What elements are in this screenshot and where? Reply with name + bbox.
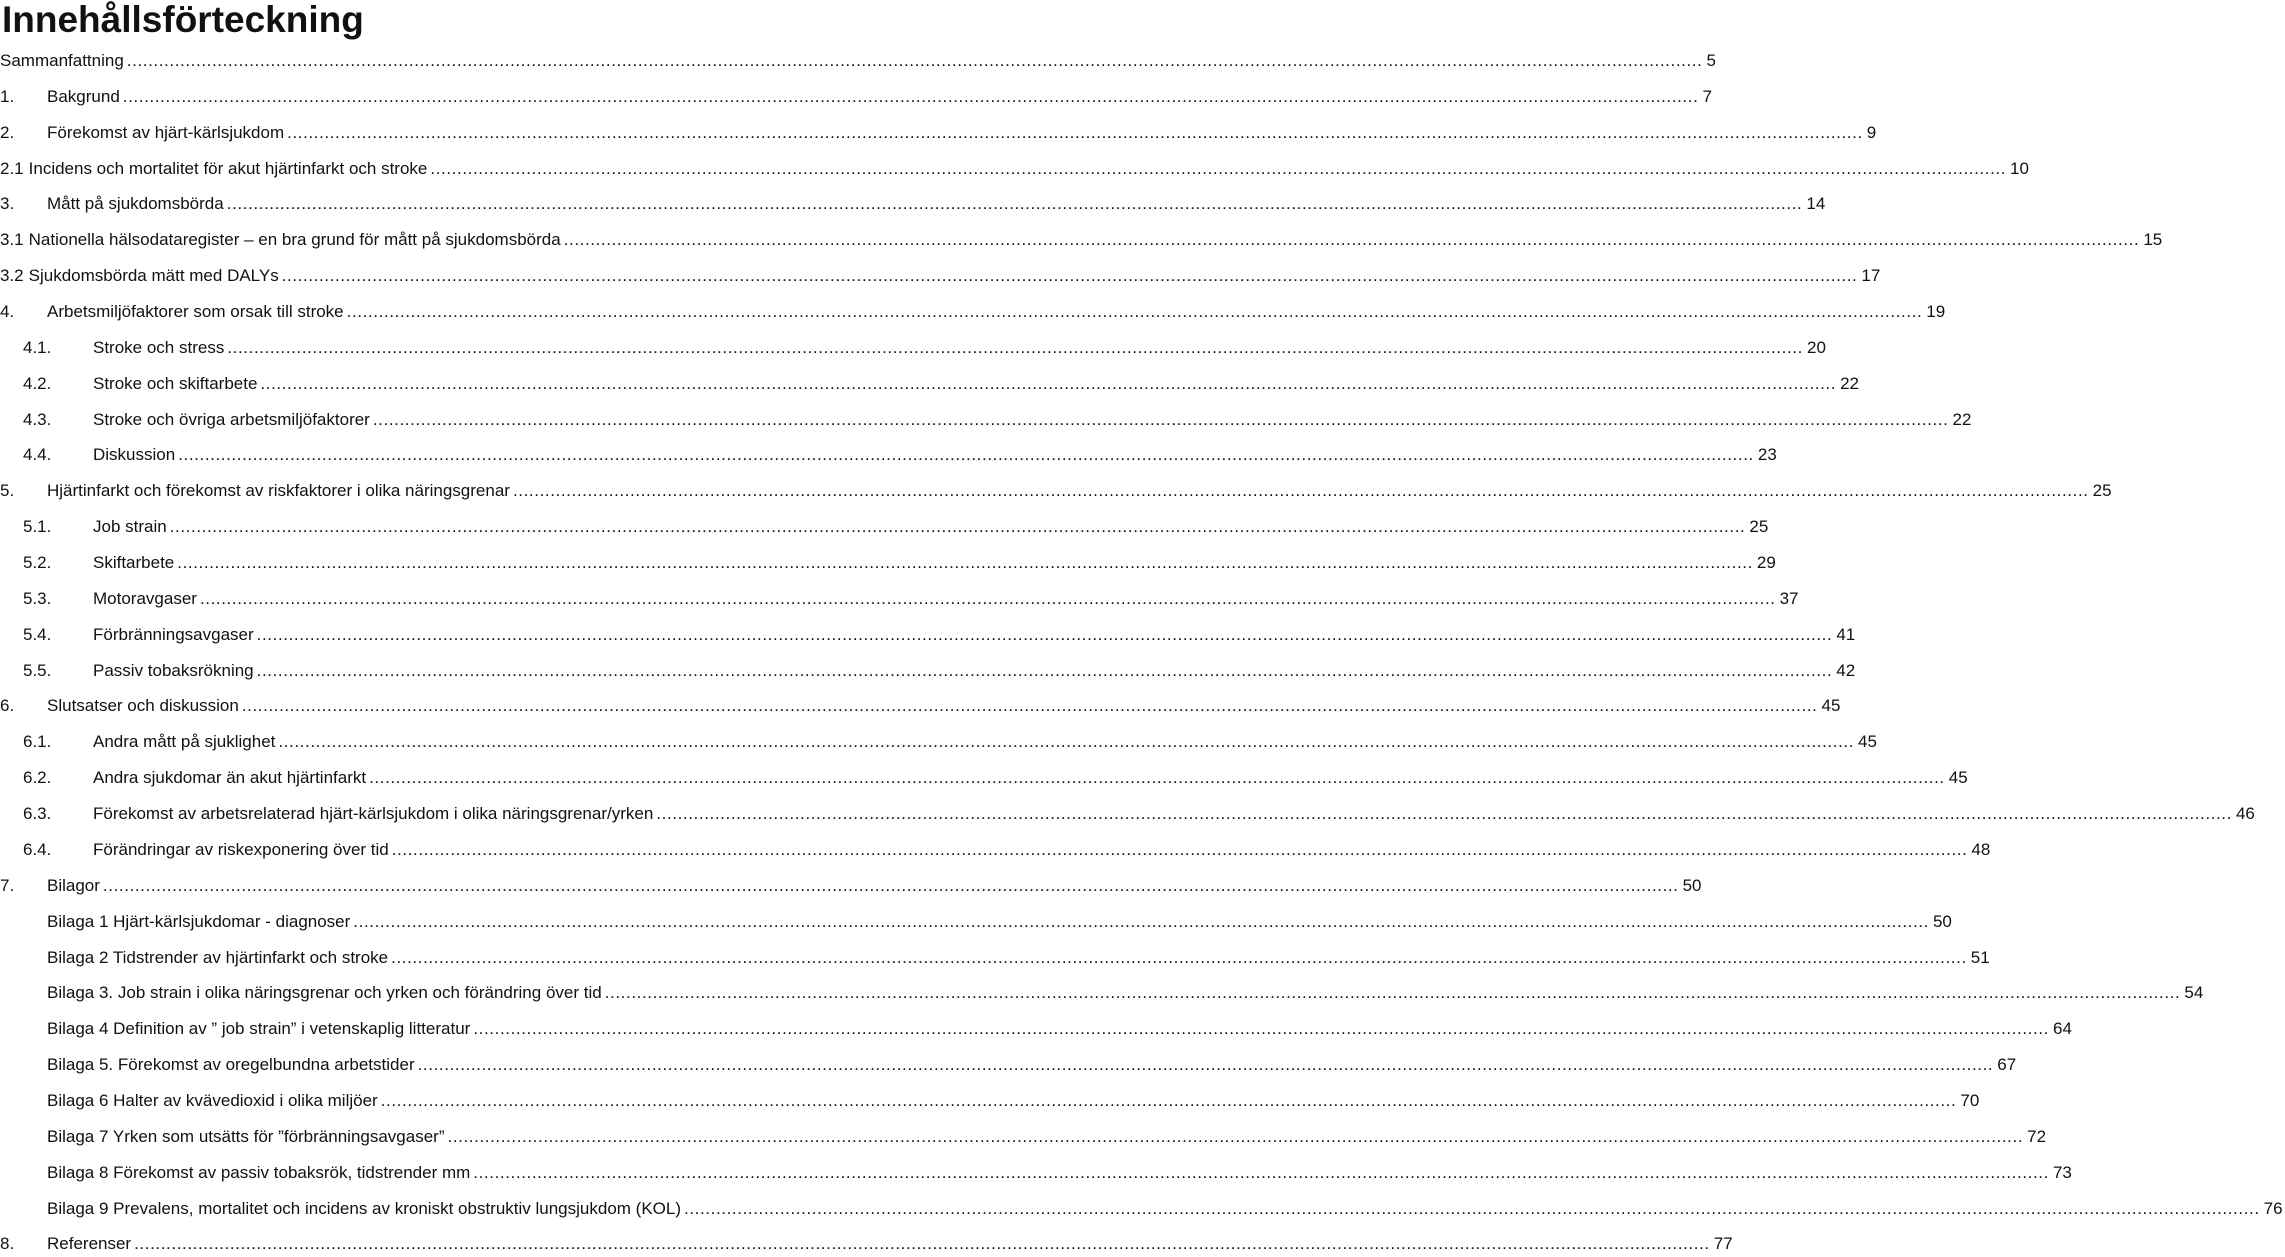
toc-entry-number: 8. — [0, 1234, 15, 1254]
toc-entry-number: 5.4. — [23, 624, 52, 644]
toc-entry-number: 4.4. — [23, 445, 52, 465]
toc-entry-label: Bilaga 4 Definition av ” job strain” i vetenskaplig litteratur — [47, 1019, 471, 1039]
toc-entry[interactable] — [0, 1088, 1980, 1114]
toc-entry-label: Sjukdomsbörda mätt med DALYs — [28, 266, 279, 286]
toc-entry-page: 41 — [1836, 624, 1856, 644]
toc-entry[interactable] — [0, 227, 2163, 253]
toc-entry-number: 5.5. — [23, 660, 52, 680]
toc-entry-page: 9 — [1866, 122, 1877, 142]
toc-entry-number: 4.3. — [23, 409, 52, 429]
toc-entry-page: 48 — [1971, 839, 1991, 859]
toc-entry-number: 1. — [0, 86, 15, 106]
toc-entry-label: Job strain — [93, 517, 167, 537]
dot-leader — [260, 371, 1836, 397]
toc-entry[interactable] — [0, 837, 1991, 863]
toc-entry[interactable] — [0, 550, 1776, 576]
dot-leader — [123, 84, 1699, 110]
dot-leader — [430, 156, 2006, 182]
toc-entry[interactable] — [0, 299, 1946, 325]
dot-leader — [178, 442, 1754, 468]
toc-entry-page: 72 — [2027, 1126, 2047, 1146]
toc-entry-label: Sammanfattning — [0, 51, 124, 70]
toc-entry-page: 14 — [1806, 194, 1826, 214]
toc-entry-label: Andra mått på sjuklighet — [93, 732, 276, 752]
toc-entry-label: Mått på sjukdomsbörda — [47, 194, 224, 214]
toc-entry-label: Bilaga 7 Yrken som utsätts för ”förbränningsavgaser” — [47, 1126, 445, 1146]
toc-entry-label: Förekomst av arbetsrelaterad hjärt-kärlsjukdom i olika näringsgrenar/yrken — [93, 804, 654, 824]
toc-entry-page: 64 — [2052, 1019, 2072, 1039]
toc-entry[interactable] — [0, 801, 2255, 827]
toc-entry[interactable] — [0, 586, 1799, 612]
toc-entry-page: 5 — [1706, 51, 1716, 70]
dot-leader — [473, 1016, 2049, 1042]
toc-entry[interactable] — [0, 1160, 2072, 1186]
toc-entry-label: Bilaga 8 Förekomst av passiv tobaksrök, tidstrender mm — [47, 1162, 471, 1182]
toc-entry-label: Förändringar av riskexponering över tid — [93, 839, 389, 859]
toc-entry-number: 3.2 — [0, 266, 24, 286]
toc-entry[interactable] — [0, 873, 1702, 899]
toc-entry[interactable] — [0, 945, 1990, 971]
dot-leader — [282, 263, 1858, 289]
toc-entry-page: 10 — [2010, 158, 2029, 178]
toc-entry-label: Nationella hälsodataregister – en bra grund för mått på sjukdomsbörda — [28, 230, 561, 250]
toc-entry-page: 29 — [1756, 553, 1776, 573]
toc-entry-label: Stroke och stress — [93, 337, 225, 357]
toc-entry-number: 5. — [0, 481, 15, 501]
toc-entry-label: Hjärtinfarkt och förekomst av riskfaktorer i olika näringsgrenar — [47, 481, 510, 501]
dot-leader — [369, 765, 1945, 791]
toc-entry[interactable] — [0, 1124, 2047, 1150]
dot-leader — [287, 120, 1863, 146]
toc-entry-page: 67 — [1997, 1055, 2017, 1075]
toc-entry-number: 7. — [0, 875, 15, 895]
toc-entry-label: Arbetsmiljöfaktorer som orsak till stroke — [47, 302, 344, 322]
dot-leader — [170, 514, 1746, 540]
toc-entry[interactable] — [0, 120, 1877, 146]
toc-entry[interactable] — [0, 84, 1712, 110]
dot-leader — [127, 48, 1703, 74]
toc-entry-number: 3. — [0, 194, 15, 214]
dot-leader — [134, 1231, 1710, 1257]
dot-leader — [278, 729, 1854, 755]
toc-entry-page: 42 — [1836, 660, 1856, 680]
toc-entry-number: 6.3. — [23, 804, 52, 824]
toc-entry-page: 25 — [2092, 481, 2112, 501]
toc-entry[interactable] — [0, 658, 1856, 684]
toc-entry-label: Passiv tobaksrökning — [93, 660, 254, 680]
toc-entry[interactable] — [0, 48, 1716, 74]
toc-entry[interactable] — [0, 191, 1826, 217]
toc-entry-page: 7 — [1702, 86, 1712, 106]
toc-entry-page: 23 — [1757, 445, 1777, 465]
toc-entry-number: 5.1. — [23, 517, 52, 537]
toc-entry[interactable] — [0, 693, 1841, 719]
dot-leader — [227, 335, 1803, 361]
toc-entry-label: Bilaga 6 Halter av kvävedioxid i olika miljöer — [47, 1090, 378, 1110]
toc-entry-number: 5.3. — [23, 588, 52, 608]
toc-entry[interactable] — [0, 765, 1968, 791]
toc-entry[interactable] — [0, 442, 1777, 468]
dot-leader — [605, 980, 2181, 1006]
toc-entry-number: 2. — [0, 122, 15, 142]
toc-entry[interactable] — [0, 1016, 2072, 1042]
toc-entry-page: 20 — [1806, 337, 1826, 357]
toc-entry-page: 51 — [1970, 947, 1990, 967]
toc-entry-label: Skiftarbete — [93, 553, 175, 573]
toc-entry-label: Referenser — [47, 1234, 132, 1254]
toc-entry-number: 6. — [0, 696, 15, 716]
toc-entry-page: 76 — [2263, 1198, 2283, 1218]
toc-entry-page: 15 — [2143, 230, 2163, 250]
toc-entry-page: 50 — [1932, 911, 1952, 931]
page-title: Innehållsförteckning — [2, 0, 364, 40]
toc-entry[interactable] — [0, 980, 2204, 1006]
toc-entry-page: 50 — [1682, 875, 1702, 895]
dot-leader — [448, 1124, 2024, 1150]
dot-leader — [418, 1052, 1994, 1078]
toc-entry-number: 6.2. — [23, 768, 52, 788]
dot-leader — [513, 478, 2089, 504]
toc-entry-label: Diskussion — [93, 445, 176, 465]
toc-entry[interactable] — [0, 622, 1856, 648]
toc-entry-page: 46 — [2235, 804, 2255, 824]
toc-entry[interactable] — [0, 1052, 2017, 1078]
dot-leader — [564, 227, 2140, 253]
toc-entry-page: 77 — [1713, 1234, 1733, 1254]
toc-entry-page: 22 — [1952, 409, 1972, 429]
toc-entry-page: 45 — [1821, 696, 1841, 716]
dot-leader — [381, 1088, 1957, 1114]
toc-entry-label: Bilaga 9 Prevalens, mortalitet och incidens av kroniskt obstruktiv lungsjukdom (KOL) — [47, 1198, 682, 1218]
toc-entry-label: Slutsatser och diskussion — [47, 696, 239, 716]
toc-entry-number: 4.2. — [23, 373, 52, 393]
toc-entry[interactable] — [0, 478, 2112, 504]
toc-entry-page: 19 — [1926, 302, 1946, 322]
toc-entry[interactable] — [0, 909, 1952, 935]
toc-entry[interactable] — [0, 514, 1769, 540]
toc-entry-label: Förekomst av hjärt-kärlsjukdom — [47, 122, 285, 142]
toc-entry-label: Stroke och övriga arbetsmiljöfaktorer — [93, 409, 370, 429]
toc-entry-label: Bilaga 5. Förekomst av oregelbundna arbetstider — [47, 1055, 415, 1075]
dot-leader — [257, 622, 1833, 648]
toc-entry-page: 45 — [1948, 768, 1968, 788]
toc-entry-page: 70 — [1960, 1090, 1980, 1110]
dot-leader — [242, 693, 1818, 719]
toc-entry-page: 37 — [1779, 588, 1799, 608]
dot-leader — [347, 299, 1923, 325]
dot-leader — [353, 909, 1929, 935]
toc-entry-label: Motoravgaser — [93, 588, 197, 608]
toc-entry-label: Förbränningsavgaser — [93, 624, 254, 644]
toc-entry-number: 2.1 — [0, 158, 24, 178]
dot-leader — [656, 801, 2232, 827]
dot-leader — [257, 658, 1833, 684]
toc-entry[interactable] — [0, 1196, 2283, 1222]
dot-leader — [473, 1160, 2049, 1186]
toc-entry-label: Bilagor — [47, 875, 100, 895]
toc-entry[interactable] — [0, 371, 1859, 397]
toc-entry-number: 5.2. — [23, 553, 52, 573]
toc-entry[interactable] — [0, 156, 2029, 182]
dot-leader — [684, 1196, 2260, 1222]
toc-entry-page: 45 — [1858, 732, 1877, 752]
toc-entry-page: 17 — [1861, 266, 1881, 286]
toc-entry-page: 54 — [2184, 983, 2204, 1003]
toc-entry-page: 22 — [1840, 373, 1859, 393]
toc-entry-label: Bilaga 2 Tidstrender av hjärtinfarkt och stroke — [47, 947, 389, 967]
toc-entry[interactable] — [0, 263, 1881, 289]
dot-leader — [227, 191, 1803, 217]
dot-leader — [177, 550, 1753, 576]
toc-entry-page: 73 — [2052, 1162, 2072, 1182]
toc-entry[interactable] — [0, 335, 1826, 361]
toc-entry-page: 25 — [1749, 517, 1769, 537]
toc-entry-number: 6.1. — [23, 732, 52, 752]
toc-entry-label: Bakgrund — [47, 86, 120, 106]
toc-entry[interactable] — [0, 1231, 1733, 1257]
dot-leader — [392, 837, 1968, 863]
toc-entry-number: 4. — [0, 302, 15, 322]
toc-entry-number: 4.1. — [23, 337, 52, 357]
dot-leader — [200, 586, 1776, 612]
toc-entry-label: Bilaga 3. Job strain i olika näringsgrenar och yrken och förändring över tid — [47, 983, 602, 1003]
dot-leader — [103, 873, 1679, 899]
toc-entry[interactable] — [0, 729, 1877, 755]
toc-entry-label: Bilaga 1 Hjärt-kärlsjukdomar - diagnoser — [47, 911, 351, 931]
toc-entry-number: 3.1 — [0, 230, 24, 250]
toc-entry-label: Incidens och mortalitet för akut hjärtinfarkt och stroke — [28, 158, 428, 178]
toc-entry-label: Stroke och skiftarbete — [93, 373, 258, 393]
toc-entry-label: Andra sjukdomar än akut hjärtinfarkt — [93, 768, 367, 788]
dot-leader — [391, 945, 1967, 971]
toc-entry-number: 6.4. — [23, 839, 52, 859]
dot-leader — [373, 407, 1949, 433]
toc-entry[interactable] — [0, 407, 1972, 433]
